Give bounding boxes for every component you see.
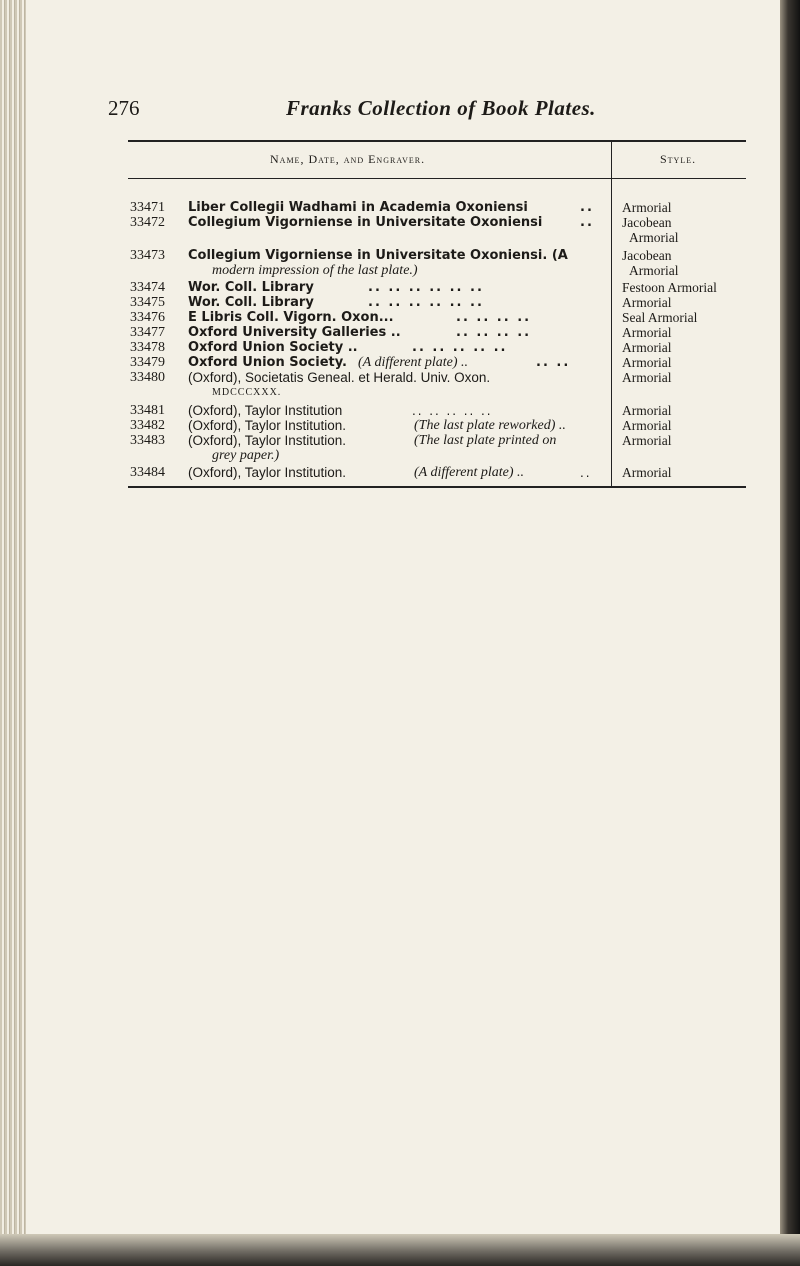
entry-number: 33473 — [130, 248, 165, 263]
running-head — [96, 96, 736, 126]
column-header-style: Style. — [660, 152, 697, 166]
header-rule — [128, 178, 746, 179]
entry-title: Wor. Coll. Library .. .. .. .. .. .. — [188, 295, 484, 310]
entry-title: Oxford Union Society. (A different plate) .. .. .. — [188, 355, 571, 370]
entry-style: Armorial — [622, 340, 672, 355]
book-page — [26, 0, 780, 1236]
entry-style-continued: Armorial — [629, 230, 679, 245]
entry-title-continued: grey paper.) — [212, 448, 280, 463]
entry-title: (Oxford), Taylor Institution. (The last plate reworked) .. — [188, 418, 566, 433]
entry-number: 33472 — [130, 215, 165, 230]
entry-style: Armorial — [622, 370, 672, 385]
entry-number: 33482 — [130, 418, 165, 433]
entry-number: 33476 — [130, 310, 165, 325]
entry-title-continued: modern impression of the last plate.) — [212, 263, 418, 278]
entry-number: 33478 — [130, 340, 165, 355]
entry-title: Collegium Vigorniense in Universitate Oxoniensi. (A — [188, 248, 568, 263]
running-title: Franks Collection of Book Plates. — [286, 96, 596, 120]
entry-style: Armorial — [622, 418, 672, 433]
entry-number: 33477 — [130, 325, 165, 340]
entry-style: Armorial — [622, 325, 672, 340]
entry-style: Festoon Armorial — [622, 280, 717, 295]
entry-number: 33481 — [130, 403, 165, 418]
entry-style-continued: Armorial — [629, 263, 679, 278]
entry-style: Armorial — [622, 403, 672, 418]
entry-number: 33479 — [130, 355, 165, 370]
page-number: 276 — [108, 96, 140, 120]
entry-title: (Oxford), Taylor Institution. (A different plate) .. .. — [188, 465, 592, 480]
entry-title: (Oxford), Societatis Geneal. et Herald. Univ. Oxon. — [188, 370, 491, 385]
entry-date: MDCCCXXX. — [212, 387, 282, 398]
entry-number: 33484 — [130, 465, 165, 480]
column-header-name: Name, Date, and Engraver. — [270, 152, 426, 166]
entry-title: Oxford University Galleries .. .. .. .. .. — [188, 325, 532, 340]
entry-title: Wor. Coll. Library .. .. .. .. .. .. — [188, 280, 484, 295]
entry-title: Liber Collegii Wadhami in Academia Oxoniensi .. — [188, 200, 594, 215]
entry-number: 33480 — [130, 370, 165, 385]
entry-number: 33475 — [130, 295, 165, 310]
entry-style: Seal Armorial — [622, 310, 698, 325]
entry-style: Jacobean — [622, 248, 672, 263]
entry-style: Armorial — [622, 433, 672, 448]
entry-title: (Oxford), Taylor Institution. (The last plate printed on — [188, 433, 557, 448]
entry-number: 33483 — [130, 433, 165, 448]
entry-style: Armorial — [622, 355, 672, 370]
bottom-rule — [128, 486, 746, 488]
entry-number: 33471 — [130, 200, 165, 215]
book-page-edges-left — [0, 0, 26, 1266]
entry-style: Armorial — [622, 295, 672, 310]
book-spine-shadow — [780, 0, 800, 1266]
top-rule — [128, 140, 746, 142]
entry-number: 33474 — [130, 280, 165, 295]
entry-title: Oxford Union Society .. .. .. .. .. .. — [188, 340, 508, 355]
entry-title: Collegium Vigorniense in Universitate Oxoniensi .. — [188, 215, 594, 230]
column-divider — [611, 140, 612, 486]
book-bottom-edge — [0, 1234, 800, 1266]
entry-style: Armorial — [622, 200, 672, 215]
entry-title: (Oxford), Taylor Institution .. .. .. .. .. — [188, 403, 493, 418]
entry-title: E Libris Coll. Vigorn. Oxon... .. .. .. .. — [188, 310, 532, 325]
entry-style: Jacobean — [622, 215, 672, 230]
entry-style: Armorial — [622, 465, 672, 480]
